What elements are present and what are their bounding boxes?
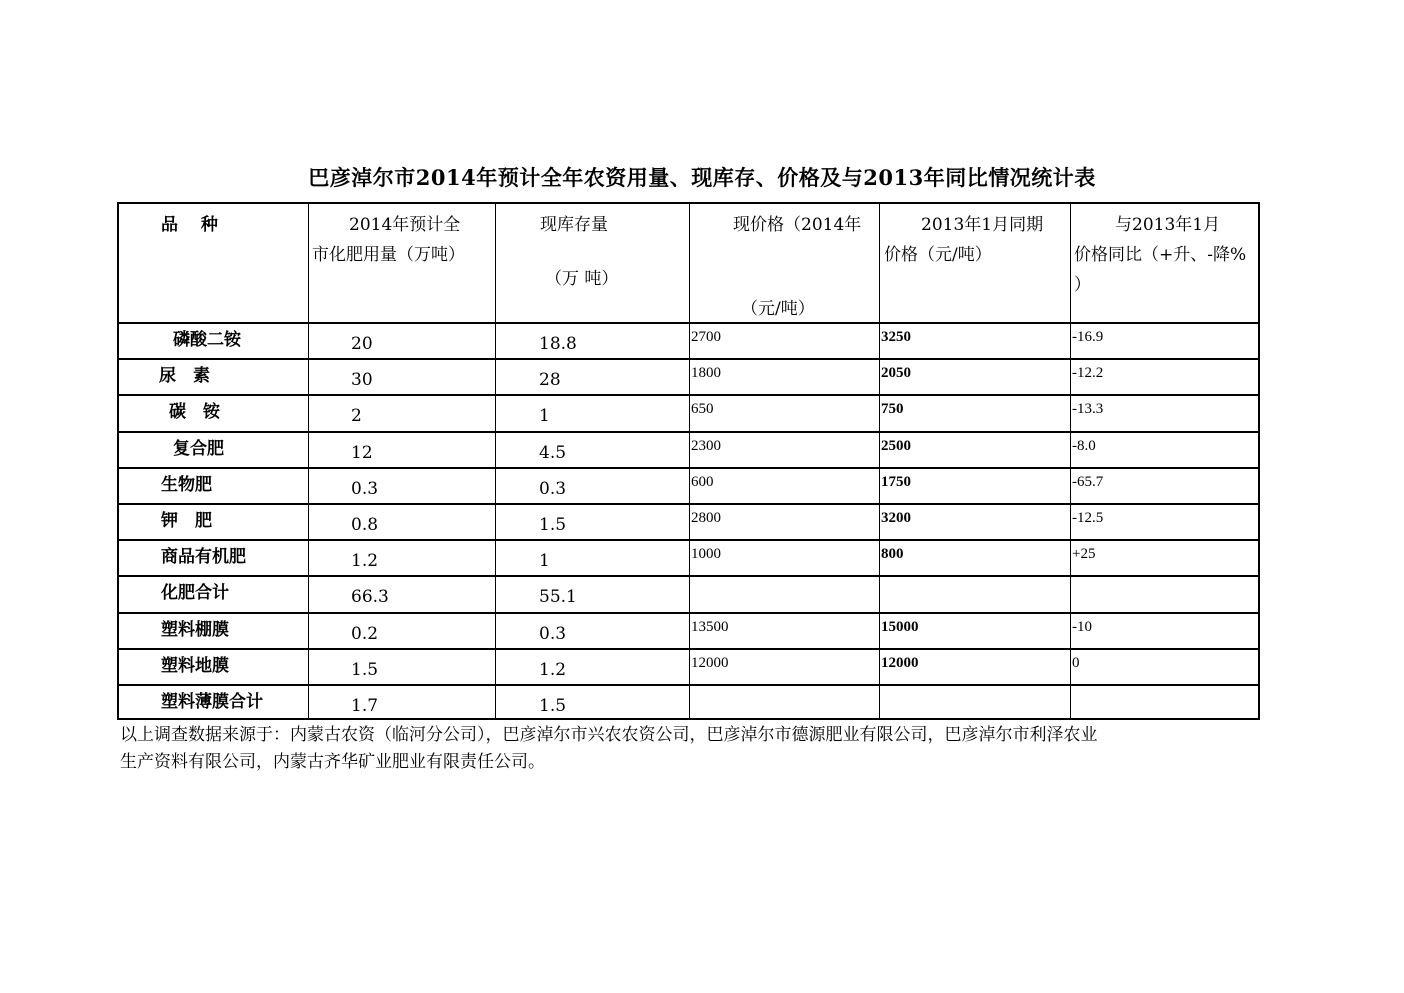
cell-usage: 0.8	[351, 515, 379, 535]
cell-stock: 4.5	[539, 442, 567, 463]
cell-name: 塑料薄膜合计	[161, 692, 263, 712]
cell-yoy: -16.9	[1072, 329, 1104, 345]
cell-yoy: -13.3	[1072, 401, 1104, 418]
cell-name: 塑料棚膜	[161, 619, 229, 640]
row-divider	[119, 358, 1258, 360]
cell-name: 磷酸二铵	[173, 330, 241, 350]
cell-stock: 18.8	[539, 334, 577, 354]
cell-usage: 30	[351, 370, 373, 391]
cell-name: 化肥合计	[161, 583, 229, 604]
cell-price: 13500	[691, 618, 729, 635]
cell-prev: 15000	[881, 618, 919, 635]
header-price-line2: （元/吨）	[741, 299, 815, 319]
cell-stock: 0.3	[539, 478, 567, 499]
row-divider	[119, 648, 1258, 650]
cell-usage: 0.3	[351, 478, 379, 499]
row-divider	[119, 575, 1258, 577]
cell-stock: 0.3	[539, 623, 567, 644]
cell-prev: 1750	[881, 473, 911, 490]
row-divider	[119, 322, 1258, 324]
cell-price: 2700	[691, 329, 721, 345]
cell-price: 2300	[691, 437, 721, 454]
cell-price: 650	[691, 401, 714, 418]
header-yoy-line2: 价格同比（+升、-降%	[1074, 245, 1247, 265]
header-variety: 品 种	[161, 215, 218, 235]
cell-name: 塑料地膜	[161, 655, 229, 676]
cell-prev: 800	[881, 546, 904, 563]
cell-stock: 28	[539, 370, 561, 391]
header-usage-line1: 2014年预计全	[349, 215, 461, 235]
header-prev-line2: 价格（元/吨）	[884, 245, 992, 265]
cell-name: 生物肥	[161, 474, 212, 495]
header-stock-line1: 现库存量	[540, 215, 608, 235]
cell-price: 1800	[691, 365, 721, 382]
cell-yoy: -8.0	[1072, 437, 1096, 454]
cell-usage: 1.7	[351, 696, 379, 716]
cell-prev: 3250	[881, 329, 911, 345]
column-divider	[879, 204, 880, 718]
row-divider	[119, 467, 1258, 469]
row-divider	[119, 503, 1258, 505]
source-note-line2: 生产资料有限公司，内蒙古齐华矿业肥业有限责任公司。	[120, 752, 545, 772]
cell-usage: 66.3	[351, 587, 389, 608]
cell-prev: 2050	[881, 365, 911, 382]
row-divider	[119, 539, 1258, 541]
row-divider	[119, 394, 1258, 396]
cell-stock: 1.5	[539, 696, 567, 716]
cell-name: 碳 铵	[169, 402, 220, 423]
cell-name: 尿 素	[159, 366, 210, 387]
cell-prev: 750	[881, 401, 904, 418]
column-divider	[495, 204, 496, 718]
header-usage-line2: 市化肥用量（万吨）	[312, 245, 465, 265]
cell-stock: 55.1	[539, 587, 577, 608]
source-note	[120, 722, 1280, 776]
column-divider	[1070, 204, 1071, 718]
cell-yoy: -10	[1072, 618, 1092, 635]
cell-yoy: -65.7	[1072, 473, 1104, 490]
cell-price: 2800	[691, 510, 721, 526]
cell-yoy: 0	[1072, 654, 1080, 671]
row-divider	[119, 612, 1258, 614]
cell-usage: 1.2	[351, 551, 379, 572]
cell-price: 12000	[691, 654, 729, 671]
cell-usage: 0.2	[351, 623, 379, 644]
header-stock-line2: （万 吨）	[545, 269, 619, 289]
cell-usage: 1.5	[351, 659, 379, 680]
cell-prev: 3200	[881, 510, 911, 526]
header-yoy-line1: 与2013年1月	[1115, 215, 1221, 235]
cell-usage: 12	[351, 442, 373, 463]
source-note-line1: 以上调查数据来源于：内蒙古农资（临河分公司），巴彦淖尔市兴农农资公司，巴彦淖尔市德源肥业有限公司，巴彦淖尔市利泽农业	[120, 725, 1098, 745]
stats-table	[117, 202, 1260, 720]
cell-name: 复合肥	[173, 438, 224, 459]
cell-name: 商品有机肥	[161, 547, 246, 568]
cell-yoy: +25	[1072, 546, 1096, 563]
cell-stock: 1	[539, 406, 550, 427]
cell-usage: 2	[351, 406, 362, 427]
cell-stock: 1	[539, 551, 550, 572]
cell-prev: 2500	[881, 437, 911, 454]
cell-yoy: -12.5	[1072, 510, 1104, 526]
cell-price: 1000	[691, 546, 721, 563]
row-divider	[119, 684, 1258, 686]
header-yoy-line3: ）	[1074, 275, 1091, 295]
cell-usage: 20	[351, 334, 373, 354]
header-price-line1: 现价格（2014年	[733, 215, 862, 235]
cell-price: 600	[691, 473, 714, 490]
cell-yoy: -12.2	[1072, 365, 1104, 382]
cell-prev: 12000	[881, 654, 919, 671]
page-title: 巴彦淖尔市2014年预计全年农资用量、现库存、价格及与2013年同比情况统计表	[308, 165, 1096, 190]
column-divider	[689, 204, 690, 718]
cell-stock: 1.5	[539, 515, 567, 535]
column-divider	[308, 204, 309, 718]
row-divider	[119, 431, 1258, 433]
cell-name: 钾 肥	[161, 511, 212, 531]
cell-stock: 1.2	[539, 659, 567, 680]
header-prev-line1: 2013年1月同期	[921, 215, 1044, 235]
